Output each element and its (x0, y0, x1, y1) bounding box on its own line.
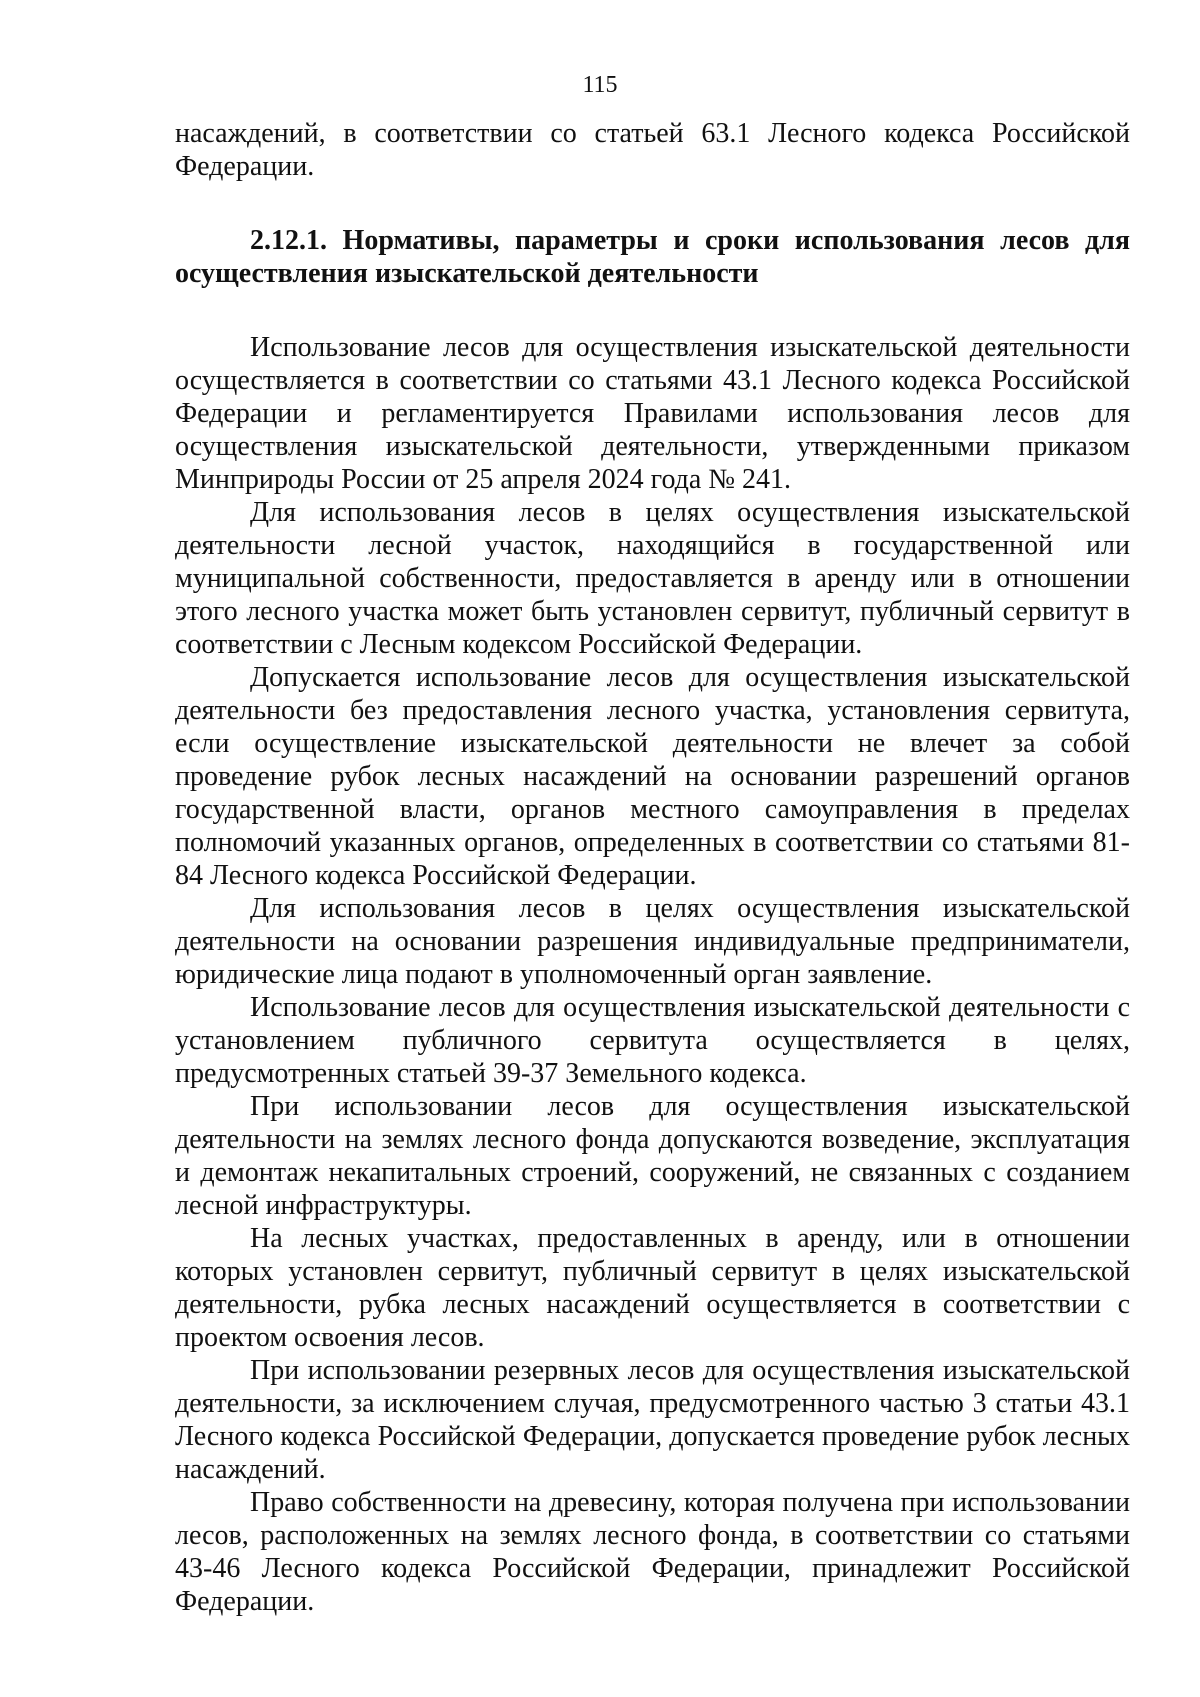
paragraph-2: Для использования лесов в целях осуществления изыскательской деятельности лесной участок, находящийся в государственной или муниципальной собственности, предоставляется в аренду или в отношении этого лесного участка может быть установлен сервитут, публичный сервитут в соответствии с Лесным кодексом Российской Федерации. (175, 497, 1130, 660)
paragraph-5: Использование лесов для осуществления изыскательской деятельности с установлением публичного сервитута осуществляется в целях, предусмотренных статьей 39-37 Земельного кодекса. (175, 992, 1130, 1089)
paragraph-3: Допускается использование лесов для осуществления изыскательской деятельности без предоставления лесного участка, установления сервитута, если осуществление изыскательской деятельности не влечет за собой проведение рубок лесных насаждений на основании разрешений органов государственной власти, органов местного самоуправления в пределах полномочий указанных органов, определенных в соответствии со статьями 81-84 Лесного кодекса Российской Федерации. (175, 662, 1130, 891)
page-number: 115 (582, 72, 618, 98)
document-body (175, 117, 1130, 1618)
section-heading: 2.12.1. Нормативы, параметры и сроки использования лесов для осуществления изыскательской деятельности (175, 225, 1130, 289)
paragraph-8: При использовании резервных лесов для осуществления изыскательской деятельности, за исключением случая, предусмотренного частью 3 статьи 43.1 Лесного кодекса Российской Федерации, допускается проведение рубок лесных насаждений. (175, 1355, 1130, 1485)
paragraph-9: Право собственности на древесину, которая получена при использовании лесов, расположенных на землях лесного фонда, в соответствии со статьями 43-46 Лесного кодекса Российской Федерации, принадлежит Российской Федерации. (175, 1487, 1130, 1617)
paragraph-1: Использование лесов для осуществления изыскательской деятельности осуществляется в соответствии со статьями 43.1 Лесного кодекса Российской Федерации и регламентируется Правилами использования лесов для осуществления изыскательской деятельности, утвержденными приказом Минприроды России от 25 апреля 2024 года № 241. (175, 332, 1130, 495)
paragraph-7: На лесных участках, предоставленных в аренду, или в отношении которых установлен сервитут, публичный сервитут в целях изыскательской деятельности, рубка лесных насаждений осуществляется в соответствии с проектом освоения лесов. (175, 1223, 1130, 1353)
paragraph-4: Для использования лесов в целях осуществления изыскательской деятельности на основании разрешения индивидуальные предприниматели, юридические лица подают в уполномоченный орган заявление. (175, 893, 1130, 990)
paragraph-6: При использовании лесов для осуществления изыскательской деятельности на землях лесного фонда допускаются возведение, эксплуатация и демонтаж некапитальных строений, сооружений, не связанных с созданием лесной инфраструктуры. (175, 1091, 1130, 1221)
continuation-paragraph: насаждений, в соответствии со статьей 63.1 Лесного кодекса Российской Федерации. (175, 118, 1130, 182)
